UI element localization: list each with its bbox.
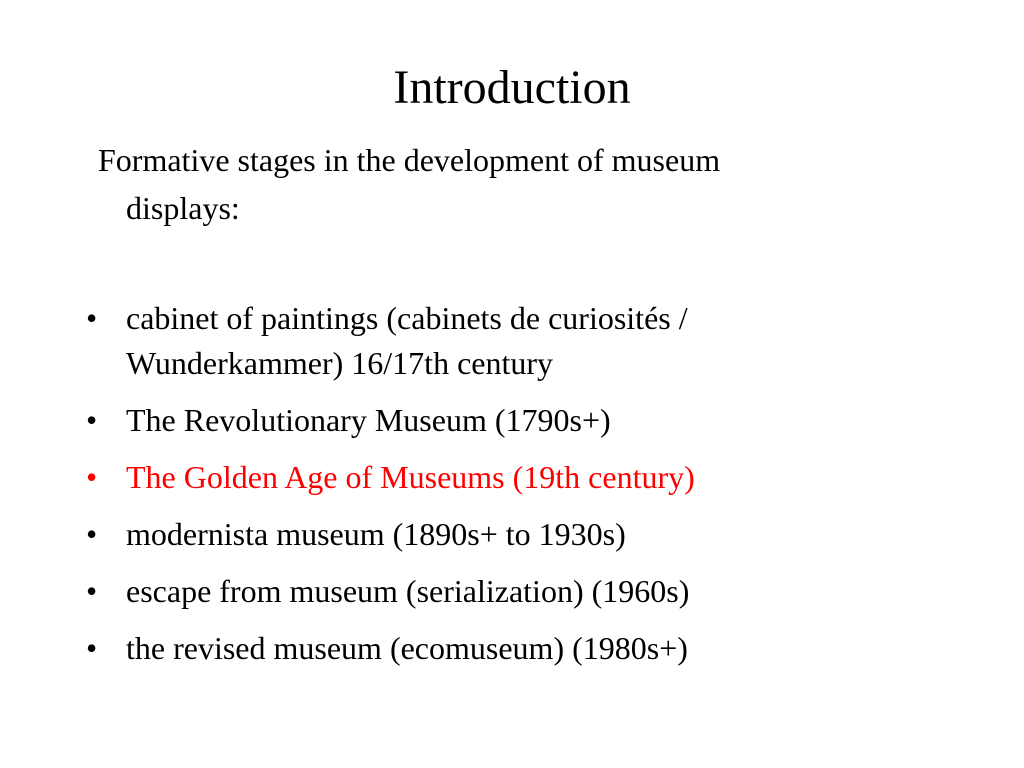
bullet-text-continued: Wunderkammer) 16/17th century bbox=[126, 345, 554, 381]
bullet-text: escape from museum (serialization) (1960s) bbox=[126, 573, 690, 609]
bullet-item-escape bbox=[80, 569, 940, 614]
bullet-text: The Revolutionary Museum (1790s+) bbox=[126, 402, 611, 438]
bullet-text: the revised museum (ecomuseum) (1980s+) bbox=[126, 630, 688, 666]
bullet-dot-icon: • bbox=[86, 459, 98, 495]
bullet-dot-icon: • bbox=[86, 630, 98, 666]
bullet-dot-icon: • bbox=[86, 516, 98, 552]
intro-line-1: Formative stages in the development of museum bbox=[98, 142, 721, 178]
intro-text bbox=[98, 136, 898, 232]
bullet-dot-icon: • bbox=[86, 300, 98, 336]
bullet-item-modernista bbox=[80, 512, 940, 557]
bullet-text: modernista museum (1890s+ to 1930s) bbox=[126, 516, 626, 552]
bullet-text: cabinet of paintings (cabinets de curiosités / bbox=[126, 300, 688, 336]
bullet-item-revolutionary bbox=[80, 398, 940, 443]
bullet-item-golden-age bbox=[80, 455, 940, 500]
bullet-list bbox=[80, 296, 940, 683]
bullet-dot-icon: • bbox=[86, 402, 98, 438]
bullet-item-cabinet bbox=[80, 296, 940, 386]
bullet-dot-icon: • bbox=[86, 573, 98, 609]
slide-title: Introduction bbox=[393, 61, 631, 114]
bullet-item-revised bbox=[80, 626, 940, 671]
bullet-text: The Golden Age of Museums (19th century) bbox=[126, 459, 695, 495]
intro-line-2: displays: bbox=[126, 190, 240, 226]
